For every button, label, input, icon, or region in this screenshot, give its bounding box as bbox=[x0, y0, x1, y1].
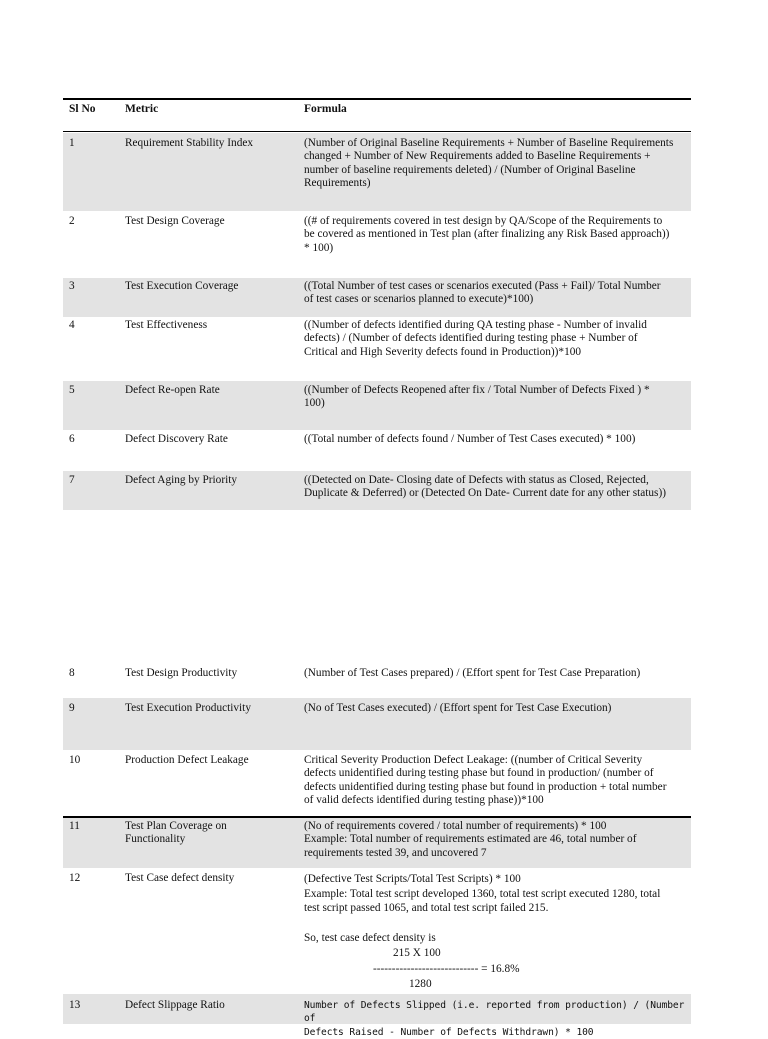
table-row bbox=[63, 750, 691, 816]
metric-formula: Critical Severity Production Defect Leakage: ((number of Critical Severity defects unidentified during testing phase but found in production/ (number of defects unidentified during testing phase but found in production + total number of valid defects identified during testing phase))*100 bbox=[304, 754, 667, 807]
table-row bbox=[63, 430, 691, 471]
row-number: 9 bbox=[69, 702, 75, 714]
row-number: 12 bbox=[69, 872, 81, 884]
metric-formula: Number of Defects Slipped (i.e. reported from production) / (Number of Defects Raised - Number of Defects Withdrawn) * 100 bbox=[304, 1000, 685, 1038]
metric-name: Defect Slippage Ratio bbox=[125, 999, 225, 1011]
calculation-fraction-line: ---------------------------- = 16.8% bbox=[373, 963, 520, 975]
metric-name: Defect Aging by Priority bbox=[125, 474, 238, 486]
table-row bbox=[63, 211, 691, 278]
table-row bbox=[63, 381, 691, 430]
calculation-intro: So, test case defect density is bbox=[304, 932, 436, 944]
metric-name: Test Effectiveness bbox=[125, 319, 208, 331]
row-number: 7 bbox=[69, 474, 75, 486]
calculation-numerator: 215 X 100 bbox=[393, 947, 441, 959]
metric-name: Test Design Productivity bbox=[125, 667, 238, 679]
metric-formula: ((Number of Defects Reopened after fix / Total Number of Defects Fixed ) * 100) bbox=[304, 384, 650, 410]
metric-formula: (Number of Original Baseline Requirements + Number of Baseline Requirements changed + Number of New Requirements added to Baseline Requirements + number of baseline requirements deleted) / (Number of Original Baseline Requirements) bbox=[304, 137, 674, 190]
header-formula: Formula bbox=[304, 103, 347, 115]
row-number: 4 bbox=[69, 319, 75, 331]
table-row bbox=[63, 317, 691, 381]
metric-name: Defect Discovery Rate bbox=[125, 433, 228, 445]
row-number: 13 bbox=[69, 999, 81, 1011]
row-number: 2 bbox=[69, 215, 75, 227]
table-row bbox=[63, 278, 691, 317]
metric-formula: ((Total Number of test cases or scenarios executed (Pass + Fail)/ Total Number of test cases or scenarios planned to execute)*100) bbox=[304, 280, 661, 306]
row-number: 8 bbox=[69, 667, 75, 679]
metric-name: Production Defect Leakage bbox=[125, 754, 249, 766]
header-metric: Metric bbox=[125, 103, 159, 115]
metric-name: Test Case defect density bbox=[125, 872, 235, 884]
table-header bbox=[63, 98, 691, 132]
metric-formula: ((Total number of defects found / Number of Test Cases executed) * 100) bbox=[304, 433, 636, 445]
metric-formula: (Number of Test Cases prepared) / (Effort spent for Test Case Preparation) bbox=[304, 667, 641, 679]
row-number: 3 bbox=[69, 280, 75, 292]
metric-formula: (Defective Test Scripts/Total Test Scripts) * 100 Example: Total test script developed 1360, total test script executed 1280, total test script passed 1065, and total test script failed 215. bbox=[304, 873, 661, 914]
metric-name: Test Plan Coverage on Functionality bbox=[125, 820, 227, 846]
metric-name: Test Design Coverage bbox=[125, 215, 225, 227]
table-row bbox=[63, 133, 691, 211]
row-number: 6 bbox=[69, 433, 75, 445]
calculation-denominator: 1280 bbox=[409, 978, 432, 990]
row-number: 11 bbox=[69, 820, 80, 832]
table-row bbox=[63, 868, 691, 994]
metric-formula: ((# of requirements covered in test design by QA/Scope of the Requirements to be covered as mentioned in Test plan (after finalizing any Risk Based approach)) * 100) bbox=[304, 215, 670, 254]
table-row bbox=[63, 816, 691, 868]
metric-name: Defect Re-open Rate bbox=[125, 384, 220, 396]
table-row bbox=[63, 471, 691, 510]
metric-name: Requirement Stability Index bbox=[125, 137, 254, 149]
row-number: 5 bbox=[69, 384, 75, 396]
table-row bbox=[63, 660, 691, 698]
metric-formula: (No of requirements covered / total number of requirements) * 100 Example: Total number of requirements estimated are 46, total number of requirements tested 39, and uncovered 7 bbox=[304, 820, 637, 859]
row-number: 1 bbox=[69, 137, 75, 149]
metric-formula: (No of Test Cases executed) / (Effort spent for Test Case Execution) bbox=[304, 702, 612, 714]
metric-formula: ((Number of defects identified during QA testing phase - Number of invalid defects) / (Number of defects identified during testing phase + Number of Critical and High Severity defects found in Production))*100 bbox=[304, 319, 647, 358]
row-number: 10 bbox=[69, 754, 81, 766]
metric-name: Test Execution Productivity bbox=[125, 702, 251, 714]
metric-formula: ((Detected on Date- Closing date of Defects with status as Closed, Rejected, Duplicate & Deferred) or (Detected On Date- Current date for any other status)) bbox=[304, 474, 666, 500]
table-row bbox=[63, 994, 691, 1038]
table-row bbox=[63, 698, 691, 750]
header-sl-no: Sl No bbox=[69, 103, 96, 115]
metric-name: Test Execution Coverage bbox=[125, 280, 239, 292]
